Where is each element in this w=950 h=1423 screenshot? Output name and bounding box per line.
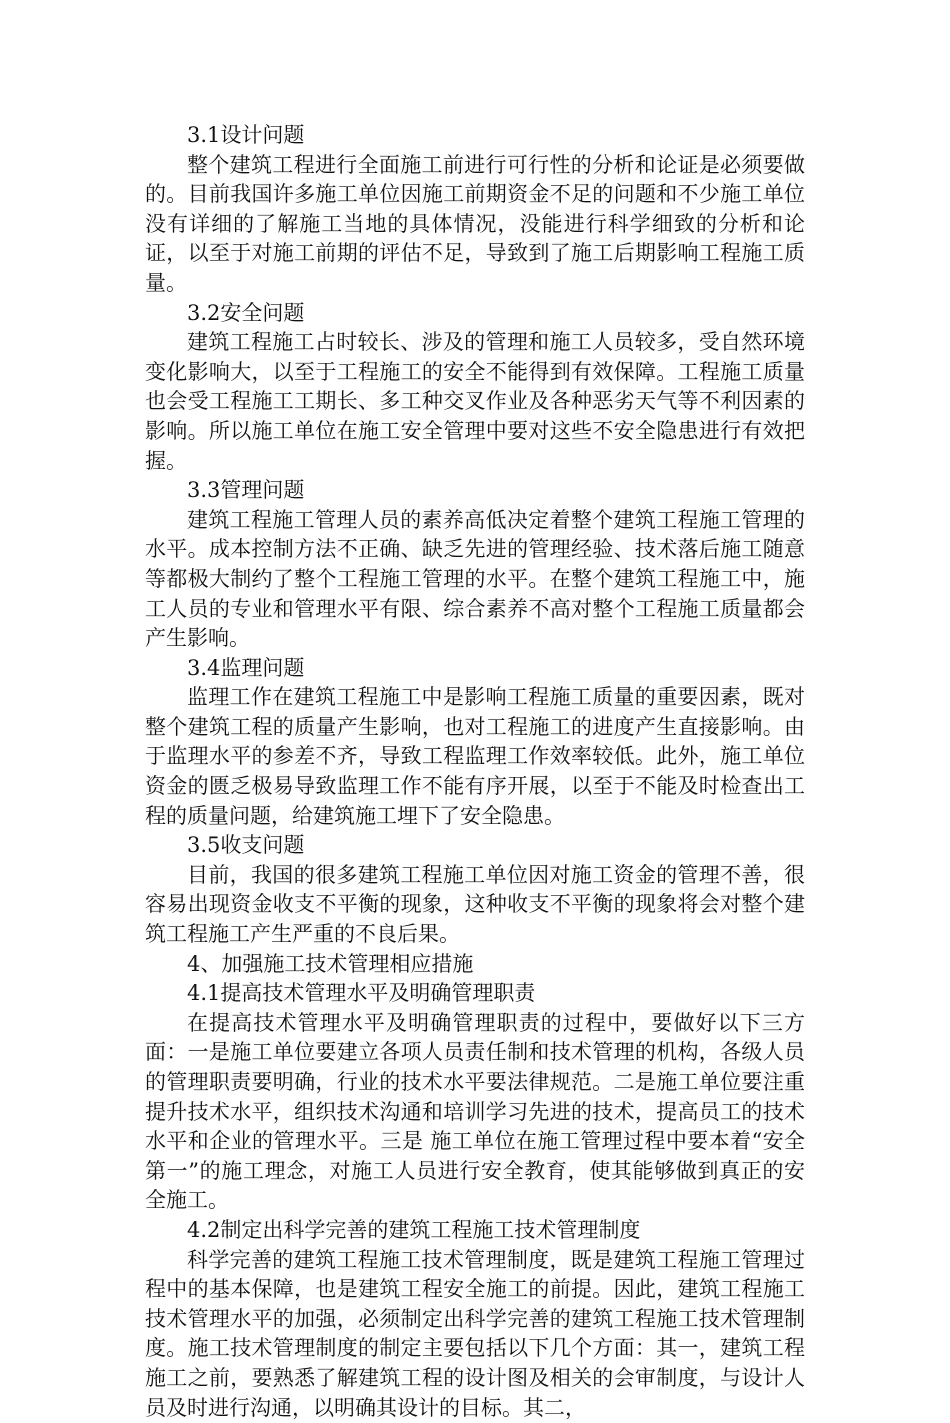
section-body-4-2: 科学完善的建筑工程施工技术管理制度，既是建筑工程施工管理过程中的基本保障，也是建筑工程安全施工的前提。因此，建筑工程施工技术管理水平的加强，必须制定出科学完善的建筑工程施工技术管理制度。施工技术管理制度的制定主要包括以下几个方面：其一，建筑工程施工之前，要熟悉了解建筑工程的设计图及相关的会审制度，与设计人员及时进行沟通，以明确其设计的目标。其二， [145, 1247, 805, 1420]
section-heading-4-1: 4.1提高技术管理水平及明确管理职责 [187, 981, 536, 1006]
section-heading-3-1: 3.1设计问题 [187, 123, 305, 147]
section-heading-4: 4、加强施工技术管理相应措施 [187, 951, 474, 976]
section-heading-3-5: 3.5收支问题 [187, 833, 305, 858]
section-heading-3-2: 3.2安全问题 [187, 300, 305, 325]
section-body-3-2: 建筑工程施工占时较长、涉及的管理和施工人员较多，受自然环境变化影响大，以至于工程施工的安全不能得到有效保障。工程施工质量也会受工程施工工期长、多工种交叉作业及各种恶劣天气等不利因素的影响。所以施工单位在施工安全管理中要对这些不安全隐患进行有效把握。 [145, 330, 805, 473]
section-body-3-5: 目前，我国的很多建筑工程施工单位因对施工资金的管理不善，很容易出现资金收支不平衡的现象，这种收支不平衡的现象将会对整个建筑工程施工产生严重的不良后果。 [145, 862, 805, 947]
section-heading-3-3: 3.3管理问题 [187, 478, 305, 503]
section-body-3-4: 监理工作在建筑工程施工中是影响工程施工质量的重要因素，既对整个建筑工程的质量产生影响，也对工程施工的进度产生直接影响。由于监理水平的参差不齐，导致工程监理工作效率较低。此外，施工单位资金的匮乏极易导致监理工作不能有序开展，以至于不能及时检查出工程的质量问题，给建筑施工埋下了安全隐患。 [145, 685, 805, 828]
section-body-3-3: 建筑工程施工管理人员的素养高低决定着整个建筑工程施工管理的水平。成本控制方法不正确、缺乏先进的管理经验、技术落后施工随意等都极大制约了整个工程施工管理的水平。在整个建筑工程施工中，施工人员的专业和管理水平有限、综合素养不高对整个工程施工质量都会产生影响。 [145, 507, 805, 651]
document-page [145, 121, 805, 1423]
section-heading-3-4: 3.4监理问题 [187, 655, 305, 680]
section-body-3-1: 整个建筑工程进行全面施工前进行可行性的分析和论证是必须要做的。目前我国许多施工单位因施工前期资金不足的问题和不少施工单位没有详细的了解施工当地的具体情况，没能进行科学细致的分析和论证，以至于对施工前期的评估不足，导致到了施工后期影响工程施工质量。 [145, 152, 805, 295]
section-heading-4-2: 4.2制定出科学完善的建筑工程施工技术管理制度 [187, 1217, 641, 1242]
section-body-4-1: 在提高技术管理水平及明确管理职责的过程中，要做好以下三方面：一是施工单位要建立各项人员责任制和技术管理的机构，各级人员的管理职责要明确，行业的技术水平要法律规范。二是施工单位要注重提升技术水平，组织技术沟通和培训学习先进的技术，提高员工的技术水平和企业的管理水平。三是 施工单位在施工管理过程中要本着“安全第一”的施工理念，对施工人员进行安全教育，使其能够做到真正的安全施工。 [145, 1010, 805, 1213]
